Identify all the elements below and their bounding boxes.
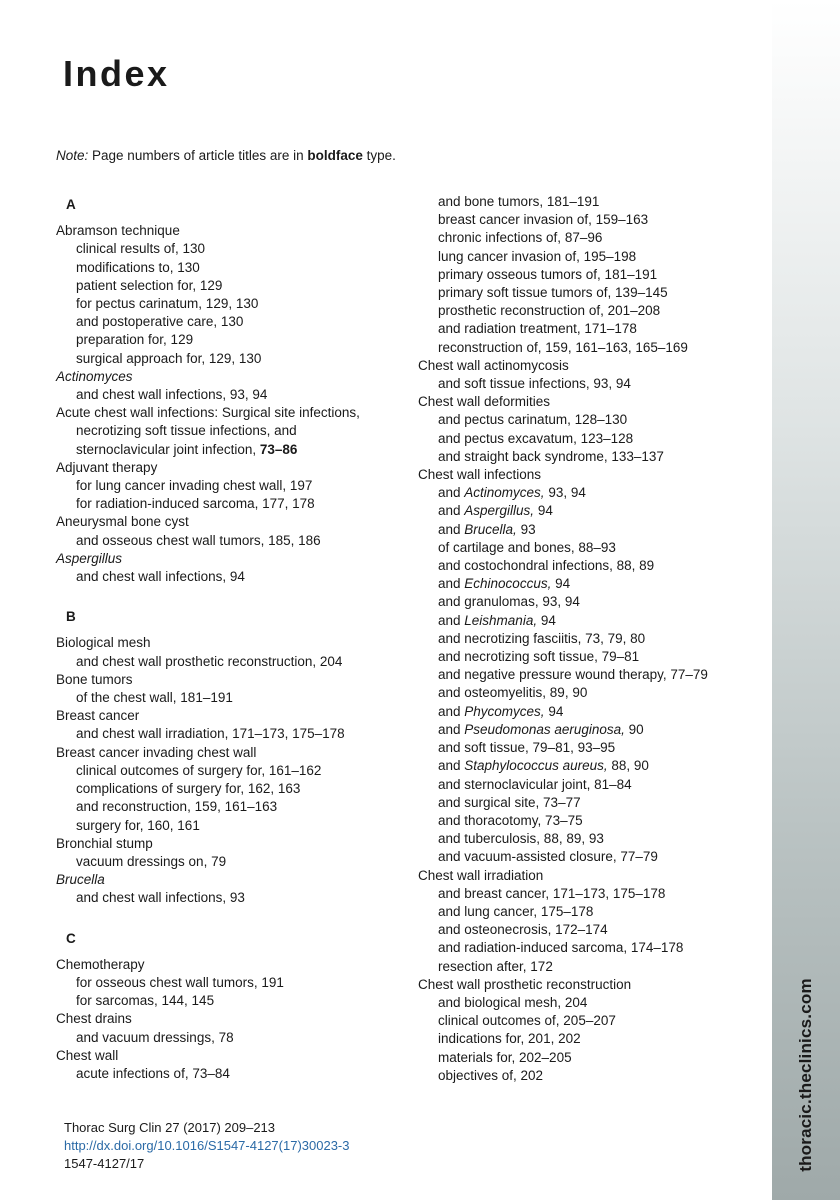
index-subentry: and chest wall prosthetic reconstruction, 204: [76, 653, 343, 669]
subentry-text: and: [438, 503, 465, 519]
index-subentry: clinical outcomes of surgery for, 161–162: [76, 762, 322, 778]
index-heading: Chemotherapy: [56, 956, 145, 972]
organism-name: Phycomyces,: [464, 703, 545, 719]
index-subentry: chronic infections of, 87–96: [438, 230, 603, 246]
index-heading: Chest wall deformities: [418, 394, 551, 410]
index-heading: Breast cancer: [56, 708, 140, 724]
subentry-pages: 93: [516, 521, 536, 537]
index-subentry: reconstruction of, 159, 161–163, 165–169: [438, 339, 688, 355]
index-subentry: [418, 612, 748, 630]
index-subentry: clinical results of, 130: [76, 241, 206, 257]
index-subentry: and pectus excavatum, 123–128: [438, 430, 634, 446]
index-subentry: [418, 575, 748, 593]
index-left-column: [56, 193, 396, 1083]
index-subentry: preparation for, 129: [76, 332, 194, 348]
index-subentry: patient selection for, 129: [76, 277, 223, 293]
index-right-column: [418, 193, 748, 1085]
index-subentry: and radiation treatment, 171–178: [438, 321, 637, 337]
index-subentry: and chest wall irradiation, 171–173, 175–178: [76, 726, 345, 742]
index-heading: Acute chest wall infections: Surgical site infections,: [56, 405, 360, 421]
index-subentry: resection after, 172: [438, 958, 553, 974]
subentry-text: and: [438, 703, 465, 719]
index-subentry: complications of surgery for, 162, 163: [76, 781, 301, 797]
doi-link[interactable]: http://dx.doi.org/10.1016/S1547-4127(17)30023-3: [64, 1138, 350, 1153]
subentry-pages: 94: [544, 703, 564, 719]
article-pages: 73–86: [259, 441, 298, 457]
index-heading: Adjuvant therapy: [56, 459, 158, 475]
index-subentry: for radiation-induced sarcoma, 177, 178: [76, 496, 315, 512]
index-subentry: and postoperative care, 130: [76, 314, 244, 330]
index-subentry: and breast cancer, 171–173, 175–178: [438, 885, 666, 901]
journal-url[interactable]: thoracic.theclinics.com: [796, 978, 815, 1172]
organism-name: Actinomyces,: [464, 485, 545, 501]
index-heading: Chest wall actinomycosis: [418, 357, 569, 373]
index-subentry: for osseous chest wall tumors, 191: [76, 974, 284, 990]
index-subentry: and soft tissue infections, 93, 94: [438, 376, 631, 392]
index-subentry: objectives of, 202: [438, 1067, 544, 1083]
index-heading-continuation: [56, 441, 396, 459]
index-subentry: and negative pressure wound therapy, 77–79: [438, 667, 708, 683]
index-subentry: and surgical site, 73–77: [438, 794, 581, 810]
index-subentry: and vacuum dressings, 78: [76, 1029, 234, 1045]
index-subentry: and tuberculosis, 88, 89, 93: [438, 831, 604, 847]
index-heading: Aneurysmal bone cyst: [56, 514, 189, 530]
organism-name: Staphylococcus aureus,: [464, 758, 608, 774]
index-heading: Chest wall irradiation: [418, 867, 544, 883]
section-letter-b: B: [66, 609, 76, 625]
index-subentry: [418, 757, 748, 775]
index-subentry: and thoracotomy, 73–75: [438, 812, 583, 828]
page-title: Index: [63, 53, 170, 94]
boldface-note: [56, 148, 396, 163]
index-subentry: surgical approach for, 129, 130: [76, 350, 262, 366]
index-subentry: and costochondral infections, 88, 89: [438, 558, 655, 574]
subentry-text: and: [438, 758, 465, 774]
index-subentry: and soft tissue, 79–81, 93–95: [438, 740, 616, 756]
index-heading: Biological mesh: [56, 635, 151, 651]
organism-name: Pseudomonas aeruginosa,: [464, 721, 625, 737]
index-subentry: clinical outcomes of, 205–207: [438, 1013, 616, 1029]
index-subentry: breast cancer invasion of, 159–163: [438, 212, 649, 228]
section-letter-c: C: [66, 930, 76, 946]
index-subentry: and osteomyelitis, 89, 90: [438, 685, 588, 701]
index-heading: Chest wall infections: [418, 467, 542, 483]
index-subentry: and sternoclavicular joint, 81–84: [438, 776, 632, 792]
index-subentry: and chest wall infections, 94: [76, 569, 245, 585]
subentry-text: and: [438, 576, 465, 592]
index-subentry: [418, 484, 748, 502]
index-subentry: and pectus carinatum, 128–130: [438, 412, 628, 428]
index-heading-continuation: necrotizing soft tissue infections, and: [76, 423, 297, 439]
index-heading: Chest wall: [56, 1047, 119, 1063]
subentry-pages: 93, 94: [544, 485, 586, 501]
subentry-text: and: [438, 521, 465, 537]
subentry-pages: 94: [537, 612, 556, 628]
index-subentry: and granulomas, 93, 94: [438, 594, 580, 610]
index-heading: Actinomyces: [56, 368, 133, 384]
index-subentry: prosthetic reconstruction of, 201–208: [438, 303, 661, 319]
index-subentry: [418, 721, 748, 739]
subentry-text: and: [438, 721, 465, 737]
subentry-text: and: [438, 485, 465, 501]
note-text-before: Page numbers of article titles are in: [88, 148, 308, 163]
index-subentry: and necrotizing fasciitis, 73, 79, 80: [438, 630, 646, 646]
organism-name: Aspergillus,: [464, 503, 535, 519]
index-subentry: indications for, 201, 202: [438, 1031, 581, 1047]
index-heading: Abramson technique: [56, 223, 180, 239]
index-subentry: [418, 703, 748, 721]
index-subentry: and radiation-induced sarcoma, 174–178: [438, 940, 684, 956]
index-heading: Bronchial stump: [56, 835, 153, 851]
journal-citation: Thorac Surg Clin 27 (2017) 209–213: [64, 1120, 276, 1135]
index-subentry: and biological mesh, 204: [438, 994, 588, 1010]
note-bold-word: boldface: [307, 148, 363, 163]
index-heading: Brucella: [56, 872, 105, 888]
page-footer: [64, 1119, 350, 1173]
index-subentry: surgery for, 160, 161: [76, 817, 200, 833]
subentry-text: and: [438, 612, 465, 628]
index-heading: Chest wall prosthetic reconstruction: [418, 976, 632, 992]
index-subentry: and bone tumors, 181–191: [438, 194, 600, 209]
subentry-pages: 88, 90: [607, 758, 649, 774]
index-subentry: materials for, 202–205: [438, 1049, 572, 1065]
organism-name: Echinococcus,: [464, 576, 552, 592]
subentry-pages: 94: [534, 503, 553, 519]
index-subentry: and reconstruction, 159, 161–163: [76, 799, 278, 815]
index-subentry: and straight back syndrome, 133–137: [438, 448, 664, 464]
index-subentry: of the chest wall, 181–191: [76, 690, 233, 706]
continuation-text: sternoclavicular joint infection,: [76, 441, 260, 457]
section-letter-a: A: [66, 197, 76, 212]
index-heading: Aspergillus: [56, 550, 123, 566]
index-subentry: [418, 521, 748, 539]
issn: 1547-4127/17: [64, 1156, 145, 1171]
index-subentry: acute infections of, 73–84: [76, 1065, 230, 1081]
index-subentry: and chest wall infections, 93: [76, 890, 245, 906]
index-subentry: modifications to, 130: [76, 259, 200, 275]
index-subentry: and lung cancer, 175–178: [438, 903, 594, 919]
index-subentry: for lung cancer invading chest wall, 197: [76, 478, 313, 494]
index-heading: Chest drains: [56, 1011, 132, 1027]
index-subentry: and chest wall infections, 93, 94: [76, 387, 268, 403]
note-text-after: type.: [362, 148, 396, 163]
subentry-pages: 94: [551, 576, 571, 592]
index-subentry: [418, 502, 748, 520]
index-subentry: and osteonecrosis, 172–174: [438, 922, 608, 938]
subentry-pages: 90: [624, 721, 644, 737]
note-label: Note:: [56, 148, 89, 163]
index-subentry: and osseous chest wall tumors, 185, 186: [76, 532, 321, 548]
index-subentry: primary osseous tumors of, 181–191: [438, 266, 658, 282]
index-heading: Breast cancer invading chest wall: [56, 744, 257, 760]
index-subentry: for sarcomas, 144, 145: [76, 993, 215, 1009]
index-heading: Bone tumors: [56, 671, 133, 687]
index-subentry: and necrotizing soft tissue, 79–81: [438, 649, 640, 665]
index-subentry: vacuum dressings on, 79: [76, 853, 227, 869]
index-subentry: for pectus carinatum, 129, 130: [76, 296, 259, 312]
index-subentry: and vacuum-assisted closure, 77–79: [438, 849, 658, 865]
index-subentry: of cartilage and bones, 88–93: [438, 539, 616, 555]
index-subentry: lung cancer invasion of, 195–198: [438, 248, 637, 264]
organism-name: Leishmania,: [464, 612, 538, 628]
organism-name: Brucella,: [464, 521, 517, 537]
index-subentry: primary soft tissue tumors of, 139–145: [438, 285, 668, 301]
